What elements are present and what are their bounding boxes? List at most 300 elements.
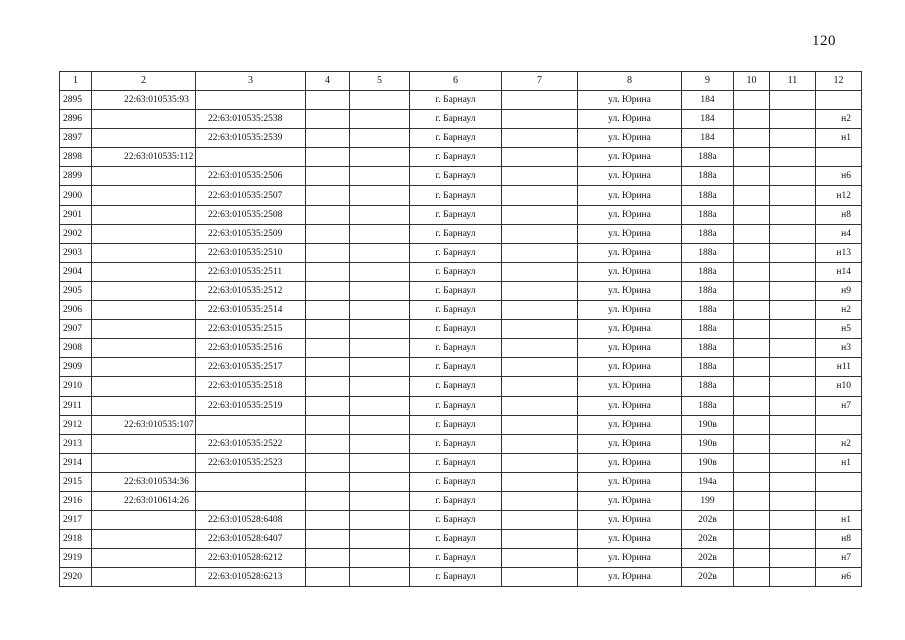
table-cell [350, 491, 410, 510]
table-cell: н14 [816, 262, 862, 281]
header-row [60, 72, 862, 91]
table-cell [770, 320, 816, 339]
table-cell: 188а [682, 205, 734, 224]
table-cell [502, 568, 578, 587]
table-cell [196, 415, 306, 434]
table-cell [350, 301, 410, 320]
table-cell [350, 224, 410, 243]
table-cell [734, 511, 770, 530]
table-cell [816, 491, 862, 510]
table-cell: ул. Юрина [578, 339, 682, 358]
table-cell: н1 [816, 129, 862, 148]
table-cell [350, 110, 410, 129]
table-cell: 22:63:010535:2516 [196, 339, 306, 358]
column-header-3: 3 [196, 72, 306, 91]
table-cell [770, 262, 816, 281]
table-row [60, 301, 862, 320]
table-cell: 2916 [60, 491, 92, 510]
table-cell: ул. Юрина [578, 358, 682, 377]
table-row [60, 243, 862, 262]
table-cell [502, 339, 578, 358]
table-cell: 188а [682, 320, 734, 339]
table-cell: 22:63:010535:2518 [196, 377, 306, 396]
table-cell: 2910 [60, 377, 92, 396]
table-cell: н3 [816, 339, 862, 358]
table-cell [306, 491, 350, 510]
table-cell [350, 530, 410, 549]
table-cell [770, 472, 816, 491]
table-cell [92, 358, 196, 377]
column-header-11: 11 [770, 72, 816, 91]
table-cell: 2911 [60, 396, 92, 415]
table-cell: 188а [682, 377, 734, 396]
table-row [60, 339, 862, 358]
table-cell: г. Барнаул [410, 453, 502, 472]
table-cell [350, 91, 410, 110]
table-cell [502, 453, 578, 472]
table-cell: г. Барнаул [410, 396, 502, 415]
table-cell: ул. Юрина [578, 129, 682, 148]
table-cell: 22:63:010535:2511 [196, 262, 306, 281]
table-cell: 22:63:010535:2509 [196, 224, 306, 243]
table-cell: г. Барнаул [410, 568, 502, 587]
table-cell [92, 167, 196, 186]
table-cell [770, 358, 816, 377]
table-cell [92, 568, 196, 587]
table-cell: ул. Юрина [578, 224, 682, 243]
table-cell: 2909 [60, 358, 92, 377]
table-row [60, 281, 862, 300]
table-row [60, 530, 862, 549]
table-cell: 188а [682, 281, 734, 300]
table-cell [350, 339, 410, 358]
table-cell: г. Барнаул [410, 91, 502, 110]
table-cell [196, 491, 306, 510]
table-cell [350, 415, 410, 434]
table-cell: г. Барнаул [410, 148, 502, 167]
table-cell [734, 568, 770, 587]
table-cell [306, 205, 350, 224]
table-cell [734, 491, 770, 510]
table-cell [92, 129, 196, 148]
table-cell: 22:63:010535:112 [92, 148, 196, 167]
table-cell [350, 205, 410, 224]
table-cell [502, 415, 578, 434]
table-cell [502, 110, 578, 129]
table-cell [92, 205, 196, 224]
table-cell: 22:63:010535:2519 [196, 396, 306, 415]
table-cell [196, 472, 306, 491]
table-cell: 22:63:010535:93 [92, 91, 196, 110]
table-cell [770, 148, 816, 167]
table-cell [734, 472, 770, 491]
table-cell [770, 434, 816, 453]
table-cell [306, 472, 350, 491]
table-cell: н6 [816, 167, 862, 186]
table-cell: 2902 [60, 224, 92, 243]
table-cell: г. Барнаул [410, 434, 502, 453]
table-cell [306, 262, 350, 281]
table-cell: 194а [682, 472, 734, 491]
table-cell [92, 549, 196, 568]
table-cell: г. Барнаул [410, 167, 502, 186]
table-cell: 188а [682, 224, 734, 243]
table-cell: н6 [816, 568, 862, 587]
column-header-10: 10 [734, 72, 770, 91]
table-cell [734, 549, 770, 568]
table-cell [502, 530, 578, 549]
column-header-12: 12 [816, 72, 862, 91]
table-cell [816, 472, 862, 491]
table-cell [306, 339, 350, 358]
table-cell: ул. Юрина [578, 396, 682, 415]
table-cell: 2901 [60, 205, 92, 224]
table-cell: г. Барнаул [410, 472, 502, 491]
table-cell [306, 91, 350, 110]
table-cell [306, 511, 350, 530]
table-cell: ул. Юрина [578, 110, 682, 129]
table-cell [502, 301, 578, 320]
table-cell: н12 [816, 186, 862, 205]
table-cell: ул. Юрина [578, 415, 682, 434]
column-header-6: 6 [410, 72, 502, 91]
table-cell [770, 511, 816, 530]
table-cell: ул. Юрина [578, 530, 682, 549]
table-cell [816, 148, 862, 167]
table-cell [306, 148, 350, 167]
table-cell [734, 377, 770, 396]
table-cell [92, 186, 196, 205]
table-cell: 184 [682, 129, 734, 148]
table-cell: 2898 [60, 148, 92, 167]
table-cell [350, 511, 410, 530]
table-row [60, 129, 862, 148]
table-cell [734, 396, 770, 415]
table-cell: ул. Юрина [578, 301, 682, 320]
table-cell: н10 [816, 377, 862, 396]
table-cell: н1 [816, 453, 862, 472]
table-cell [306, 224, 350, 243]
table-cell [502, 262, 578, 281]
table-cell [502, 511, 578, 530]
table-cell [502, 396, 578, 415]
table-cell [734, 415, 770, 434]
table-cell [350, 243, 410, 262]
table-cell [306, 434, 350, 453]
table-cell [502, 186, 578, 205]
table-cell [350, 358, 410, 377]
table-cell: ул. Юрина [578, 262, 682, 281]
table-cell: 188а [682, 186, 734, 205]
table-cell [306, 415, 350, 434]
table-cell [306, 167, 350, 186]
table-cell [502, 224, 578, 243]
table-cell [770, 129, 816, 148]
table-cell [92, 262, 196, 281]
table-cell [92, 281, 196, 300]
table-cell: 190в [682, 434, 734, 453]
table-row [60, 415, 862, 434]
table-cell: 2912 [60, 415, 92, 434]
column-header-7: 7 [502, 72, 578, 91]
table-cell [306, 568, 350, 587]
table-cell: 2904 [60, 262, 92, 281]
table-cell [350, 281, 410, 300]
table-cell [92, 434, 196, 453]
table-cell: 199 [682, 491, 734, 510]
table-cell: 22:63:010535:2539 [196, 129, 306, 148]
table-cell [734, 148, 770, 167]
table-cell: г. Барнаул [410, 110, 502, 129]
table-cell [502, 472, 578, 491]
table-row [60, 568, 862, 587]
table-row [60, 186, 862, 205]
table-cell: н2 [816, 434, 862, 453]
table-cell [734, 320, 770, 339]
table-cell [770, 167, 816, 186]
table-row [60, 549, 862, 568]
table-row [60, 491, 862, 510]
table-cell [502, 91, 578, 110]
table-cell [770, 415, 816, 434]
table-cell: 202в [682, 568, 734, 587]
table-cell: 202в [682, 511, 734, 530]
table-body [60, 91, 862, 587]
table-cell [350, 434, 410, 453]
table-cell: г. Барнаул [410, 320, 502, 339]
table-cell: 202в [682, 549, 734, 568]
table-cell: ул. Юрина [578, 281, 682, 300]
table-cell [502, 205, 578, 224]
table-cell: н5 [816, 320, 862, 339]
table-cell: ул. Юрина [578, 434, 682, 453]
table-cell: н4 [816, 224, 862, 243]
table-cell: ул. Юрина [578, 511, 682, 530]
table-cell [350, 472, 410, 491]
table-cell: г. Барнаул [410, 243, 502, 262]
table-row [60, 320, 862, 339]
table-cell: 22:63:010535:2507 [196, 186, 306, 205]
table-cell: г. Барнаул [410, 205, 502, 224]
table-cell: 22:63:010535:2538 [196, 110, 306, 129]
table-cell [350, 129, 410, 148]
table-row [60, 205, 862, 224]
table-cell: н7 [816, 549, 862, 568]
table-cell: г. Барнаул [410, 224, 502, 243]
table-cell: г. Барнаул [410, 415, 502, 434]
table-cell [734, 434, 770, 453]
table-cell: ул. Юрина [578, 205, 682, 224]
table-cell [734, 186, 770, 205]
column-header-4: 4 [306, 72, 350, 91]
table-cell: 22:63:010535:2510 [196, 243, 306, 262]
table-cell [770, 205, 816, 224]
table-cell [502, 281, 578, 300]
table-cell: 2897 [60, 129, 92, 148]
table-cell [306, 549, 350, 568]
table-cell [306, 301, 350, 320]
column-header-2: 2 [92, 72, 196, 91]
table-cell: ул. Юрина [578, 186, 682, 205]
table-cell [816, 415, 862, 434]
table-cell: н2 [816, 301, 862, 320]
table-cell [734, 91, 770, 110]
table-cell: г. Барнаул [410, 491, 502, 510]
table-cell [306, 129, 350, 148]
column-header-1: 1 [60, 72, 92, 91]
table-cell: г. Барнаул [410, 530, 502, 549]
table-cell: ул. Юрина [578, 472, 682, 491]
table-cell [770, 281, 816, 300]
table-cell: 2896 [60, 110, 92, 129]
table-cell: 22:63:010535:2508 [196, 205, 306, 224]
table-row [60, 167, 862, 186]
table-cell: 2907 [60, 320, 92, 339]
table-cell [350, 148, 410, 167]
table-cell: ул. Юрина [578, 320, 682, 339]
table-cell: н7 [816, 396, 862, 415]
table-cell [502, 549, 578, 568]
page-number: 120 [812, 33, 836, 49]
table-cell: 2905 [60, 281, 92, 300]
table-cell: 22:63:010535:2517 [196, 358, 306, 377]
table-cell [92, 453, 196, 472]
table-cell: 188а [682, 339, 734, 358]
table-cell [92, 377, 196, 396]
table-cell: ул. Юрина [578, 91, 682, 110]
table-row [60, 453, 862, 472]
table-cell [350, 377, 410, 396]
table-cell [92, 110, 196, 129]
table-cell: 2919 [60, 549, 92, 568]
column-header-5: 5 [350, 72, 410, 91]
table-cell: 2914 [60, 453, 92, 472]
table-cell [502, 358, 578, 377]
table-cell [734, 301, 770, 320]
table-row [60, 472, 862, 491]
table-cell [92, 530, 196, 549]
table-cell: 184 [682, 110, 734, 129]
table-cell [306, 377, 350, 396]
table-cell: 2908 [60, 339, 92, 358]
table-cell: 190в [682, 415, 734, 434]
table-row [60, 262, 862, 281]
table-cell: 22:63:010535:2512 [196, 281, 306, 300]
table-cell [734, 339, 770, 358]
table-cell [350, 453, 410, 472]
table-cell [734, 358, 770, 377]
table-cell: 22:63:010535:107 [92, 415, 196, 434]
table-cell: 188а [682, 262, 734, 281]
table-cell [502, 167, 578, 186]
table-cell [734, 167, 770, 186]
table-cell [770, 243, 816, 262]
table-cell: г. Барнаул [410, 262, 502, 281]
table-cell: н13 [816, 243, 862, 262]
table-cell [734, 262, 770, 281]
table-cell [306, 243, 350, 262]
table-cell: г. Барнаул [410, 186, 502, 205]
table-cell [734, 281, 770, 300]
table-row [60, 224, 862, 243]
table-cell [734, 453, 770, 472]
table-cell [770, 339, 816, 358]
table-cell [350, 186, 410, 205]
table-cell: г. Барнаул [410, 301, 502, 320]
table-cell [770, 186, 816, 205]
table-cell [92, 396, 196, 415]
table-cell [92, 511, 196, 530]
table-cell [734, 129, 770, 148]
table-cell [502, 148, 578, 167]
table-cell [350, 568, 410, 587]
column-header-8: 8 [578, 72, 682, 91]
table-cell: 190в [682, 453, 734, 472]
table-cell: г. Барнаул [410, 511, 502, 530]
table-cell [92, 301, 196, 320]
table-row [60, 91, 862, 110]
table-cell [770, 568, 816, 587]
table-cell [350, 320, 410, 339]
registry-table [59, 71, 862, 587]
table-cell: ул. Юрина [578, 453, 682, 472]
table-cell [306, 453, 350, 472]
table-cell [734, 243, 770, 262]
table-cell [502, 129, 578, 148]
table-cell: н8 [816, 530, 862, 549]
table-cell [816, 91, 862, 110]
table-cell: 2918 [60, 530, 92, 549]
table-cell [92, 339, 196, 358]
table-cell [350, 167, 410, 186]
table-cell [92, 320, 196, 339]
table-cell [734, 110, 770, 129]
table-cell: 2906 [60, 301, 92, 320]
table-row [60, 377, 862, 396]
table-cell: 2915 [60, 472, 92, 491]
table-cell: 2917 [60, 511, 92, 530]
table-cell: 188а [682, 243, 734, 262]
table-cell: ул. Юрина [578, 243, 682, 262]
table-cell: ул. Юрина [578, 491, 682, 510]
table-cell: 2920 [60, 568, 92, 587]
table-cell: 22:63:010535:2523 [196, 453, 306, 472]
table-cell: н1 [816, 511, 862, 530]
table-cell: г. Барнаул [410, 129, 502, 148]
table-cell: 22:63:010528:6212 [196, 549, 306, 568]
table-cell: 2903 [60, 243, 92, 262]
table-cell [502, 320, 578, 339]
table-cell: г. Барнаул [410, 549, 502, 568]
table-cell [350, 396, 410, 415]
table-cell: 2895 [60, 91, 92, 110]
table-row [60, 434, 862, 453]
table-cell: г. Барнаул [410, 377, 502, 396]
table-cell: 22:63:010534:36 [92, 472, 196, 491]
table-cell [770, 91, 816, 110]
table-cell [306, 530, 350, 549]
table-cell [770, 224, 816, 243]
table-cell [92, 243, 196, 262]
table-cell [770, 530, 816, 549]
table-cell: 2913 [60, 434, 92, 453]
table-cell: 2900 [60, 186, 92, 205]
table-cell: 184 [682, 91, 734, 110]
table-cell: н8 [816, 205, 862, 224]
table-cell [770, 377, 816, 396]
table-cell [92, 224, 196, 243]
table-cell [196, 91, 306, 110]
